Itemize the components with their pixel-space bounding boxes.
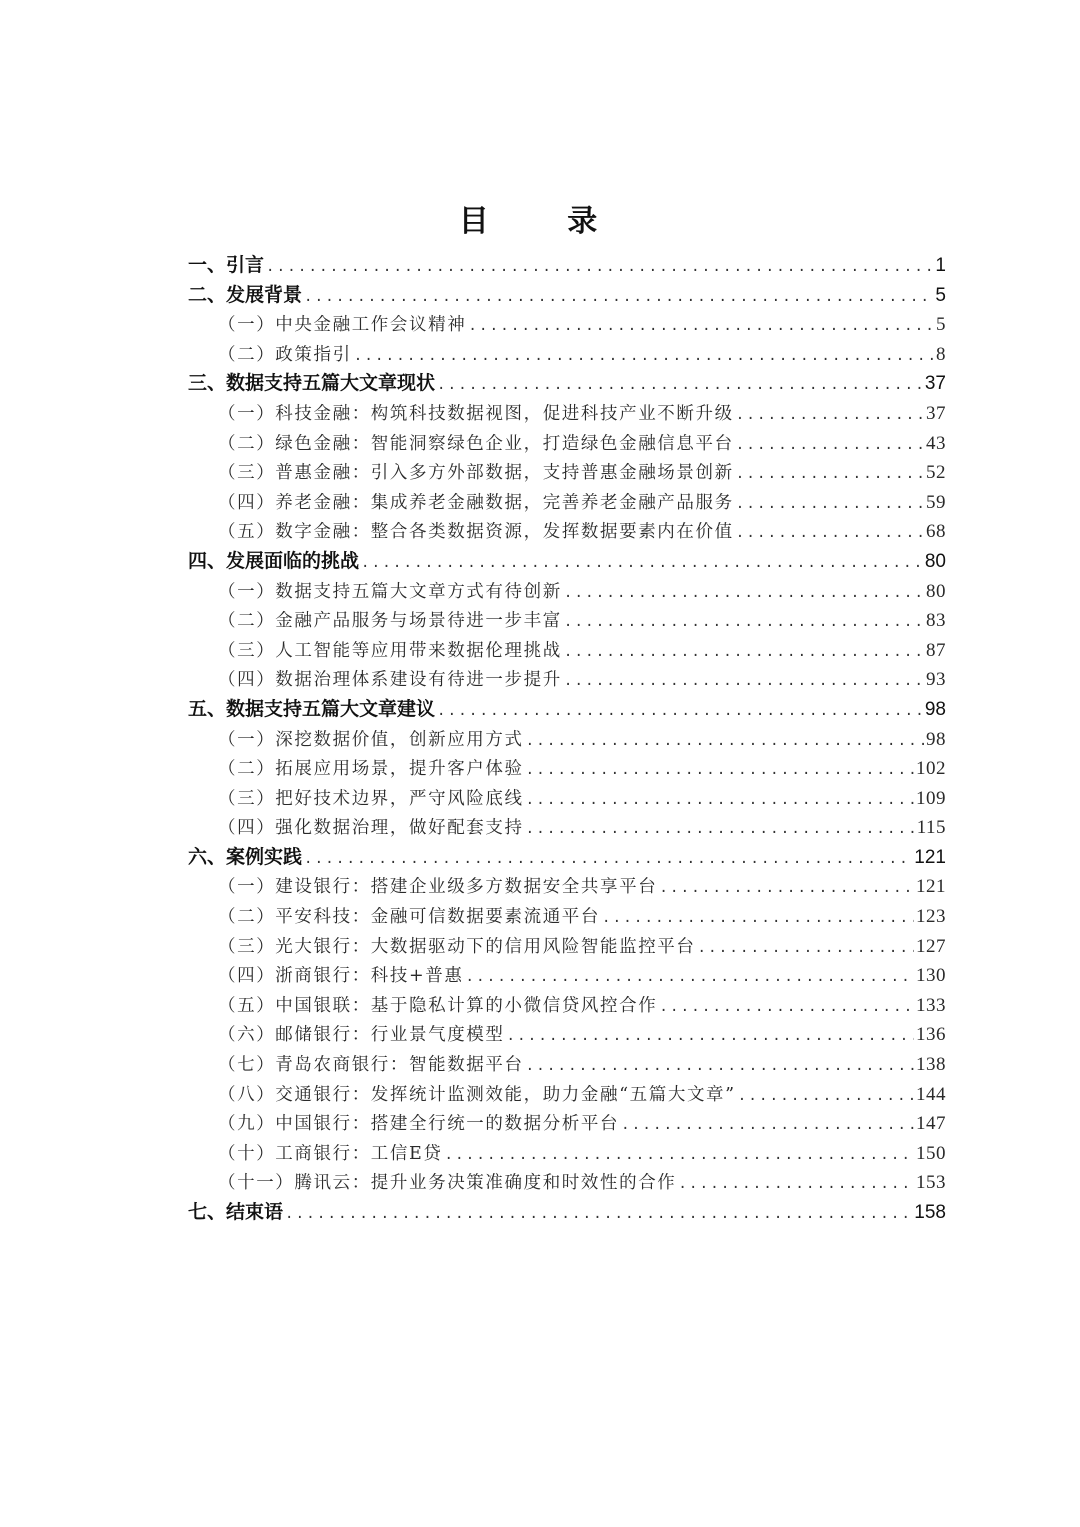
- toc-entry-label: （八）交通银行：发挥统计监测效能，助力金融“五篇大文章”: [218, 1084, 736, 1105]
- toc-entry-label: 六、案例实践: [188, 845, 303, 868]
- toc-entry-label: 三、数据支持五篇大文章现状: [188, 372, 436, 395]
- toc-entry-label: （五）数字金融：整合各类数据资源，发挥数据要素内在价值: [218, 522, 734, 543]
- toc-entry-page: 8: [936, 343, 946, 365]
- dot-leader: [736, 519, 924, 549]
- toc-entry-label: 五、数据支持五篇大文章建议: [188, 697, 436, 720]
- dot-leader: [361, 549, 923, 579]
- toc-entry-page: 138: [916, 1054, 946, 1076]
- dot-leader: [659, 874, 914, 904]
- toc-entry-label: （四）养老金融：集成养老金融数据，完善养老金融产品服务: [218, 492, 734, 513]
- toc-entry-page: 80: [926, 580, 946, 602]
- dot-leader: [526, 1052, 914, 1082]
- dot-leader: [736, 460, 924, 490]
- dot-leader: [354, 342, 934, 372]
- toc-section-entry[interactable]: [188, 961, 946, 991]
- dot-leader: [507, 1022, 915, 1052]
- dot-leader: [304, 845, 912, 875]
- toc-chapter-entry[interactable]: [188, 695, 946, 725]
- table-of-contents: [188, 251, 946, 1228]
- toc-entry-page: 109: [916, 787, 946, 809]
- toc-entry-page: 37: [926, 402, 946, 424]
- toc-entry-page: 98: [926, 728, 946, 750]
- dot-leader: [736, 431, 924, 461]
- toc-entry-label: （二）金融产品服务与场景待进一步丰富: [218, 611, 562, 632]
- toc-section-entry[interactable]: [188, 606, 946, 636]
- toc-entry-label: （四）浙商银行：科技+普惠: [218, 966, 464, 987]
- toc-chapter-entry[interactable]: [188, 281, 946, 311]
- dot-leader: [659, 993, 914, 1023]
- toc-chapter-entry[interactable]: [188, 843, 946, 873]
- toc-entry-page: 136: [916, 1024, 946, 1046]
- toc-entry-label: （九）中国银行：搭建全行统一的数据分析平台: [218, 1114, 620, 1135]
- toc-entry-label: （二）拓展应用场景，提升客户体验: [218, 759, 524, 780]
- toc-section-entry[interactable]: [188, 458, 946, 488]
- toc-entry-page: 68: [926, 521, 946, 543]
- toc-entry-page: 5: [935, 284, 946, 306]
- toc-entry-label: 二、发展背景: [188, 283, 303, 306]
- toc-entry-label: （十）工商银行：工信E贷: [218, 1143, 443, 1164]
- dot-leader: [564, 608, 924, 638]
- toc-section-entry[interactable]: [188, 429, 946, 459]
- toc-entry-page: 150: [916, 1142, 946, 1164]
- toc-entry-label: （三）普惠金融：引入多方外部数据，支持普惠金融场景创新: [218, 463, 734, 484]
- dot-leader: [285, 1200, 912, 1230]
- toc-entry-label: （十一）腾讯云：提升业务决策准确度和时效性的合作: [218, 1173, 677, 1194]
- toc-section-entry[interactable]: [188, 665, 946, 695]
- toc-entry-page: 87: [926, 639, 946, 661]
- toc-entry-page: 127: [916, 935, 946, 957]
- toc-section-entry[interactable]: [188, 1050, 946, 1080]
- toc-entry-label: （三）光大银行：大数据驱动下的信用风险智能监控平台: [218, 936, 696, 957]
- toc-entry-label: （四）数据治理体系建设有待进一步提升: [218, 670, 562, 691]
- toc-entry-label: （五）中国银联：基于隐私计算的小微信贷风控合作: [218, 995, 658, 1016]
- dot-leader: [465, 963, 914, 993]
- dot-leader: [266, 253, 933, 283]
- toc-section-entry[interactable]: [188, 902, 946, 932]
- toc-entry-label: （四）强化数据治理，做好配套支持: [218, 818, 524, 839]
- toc-entry-page: 5: [936, 314, 946, 336]
- toc-section-entry[interactable]: [188, 399, 946, 429]
- toc-entry-page: 59: [926, 491, 946, 513]
- toc-section-entry[interactable]: [188, 725, 946, 755]
- toc-entry-page: 98: [924, 698, 946, 720]
- toc-entry-label: （二）绿色金融：智能洞察绿色企业，打造绿色金融信息平台: [218, 433, 734, 454]
- dot-leader: [602, 904, 914, 934]
- toc-section-entry[interactable]: [188, 636, 946, 666]
- toc-entry-page: 121: [914, 846, 946, 868]
- dot-leader: [736, 490, 924, 520]
- dot-leader: [468, 312, 934, 342]
- toc-entry-label: 一、引言: [188, 254, 265, 276]
- toc-section-entry[interactable]: [188, 1109, 946, 1139]
- toc-section-entry[interactable]: [188, 310, 946, 340]
- toc-entry-label: （一）科技金融：构筑科技数据视图，促进科技产业不断升级: [218, 403, 734, 424]
- toc-entry-page: 121: [916, 876, 946, 898]
- toc-entry-page: 147: [916, 1113, 946, 1135]
- toc-entry-page: 37: [924, 373, 946, 395]
- dot-leader: [564, 667, 924, 697]
- toc-section-entry[interactable]: [188, 340, 946, 370]
- toc-entry-page: 52: [926, 462, 946, 484]
- dot-leader: [736, 401, 924, 431]
- toc-section-entry[interactable]: [188, 932, 946, 962]
- toc-entry-page: 158: [914, 1202, 946, 1223]
- toc-entry-label: （一）数据支持五篇大文章方式有待创新: [218, 581, 562, 602]
- toc-section-entry[interactable]: [188, 872, 946, 902]
- toc-chapter-entry[interactable]: [188, 251, 946, 281]
- toc-entry-label: （一）深挖数据价值，创新应用方式: [218, 729, 524, 750]
- dot-leader: [437, 371, 923, 401]
- dot-leader: [564, 638, 924, 668]
- toc-entry-label: （三）人工智能等应用带来数据伦理挑战: [218, 640, 562, 661]
- toc-chapter-entry[interactable]: [188, 369, 946, 399]
- page-title: 目 录: [458, 204, 632, 239]
- dot-leader: [437, 697, 923, 727]
- dot-leader: [444, 1141, 914, 1171]
- dot-leader: [698, 934, 915, 964]
- dot-leader: [526, 756, 914, 786]
- dot-leader: [564, 579, 924, 609]
- toc-section-entry[interactable]: [188, 488, 946, 518]
- toc-section-entry[interactable]: [188, 1020, 946, 1050]
- toc-section-entry[interactable]: [188, 813, 946, 843]
- dot-leader: [621, 1111, 914, 1141]
- toc-entry-page: 1: [935, 255, 946, 276]
- toc-entry-page: 144: [916, 1083, 946, 1105]
- toc-entry-page: 115: [916, 817, 946, 839]
- toc-section-entry[interactable]: [188, 577, 946, 607]
- toc-entry-label: 四、发展面临的挑战: [188, 549, 360, 572]
- toc-entry-page: 153: [916, 1172, 946, 1194]
- toc-section-entry[interactable]: [188, 1168, 946, 1198]
- toc-entry-label: （二）平安科技：金融可信数据要素流通平台: [218, 907, 600, 928]
- toc-section-entry[interactable]: [188, 991, 946, 1021]
- toc-entry-page: 80: [924, 550, 946, 572]
- toc-entry-label: （七）青岛农商银行：智能数据平台: [218, 1055, 524, 1076]
- dot-leader: [526, 786, 914, 816]
- dot-leader: [526, 815, 915, 845]
- toc-entry-page: 133: [916, 994, 946, 1016]
- toc-section-entry[interactable]: [188, 517, 946, 547]
- toc-section-entry[interactable]: [188, 1139, 946, 1169]
- toc-chapter-entry[interactable]: [188, 1198, 946, 1228]
- toc-entry-label: （二）政策指引: [218, 344, 352, 365]
- toc-section-entry[interactable]: [188, 784, 946, 814]
- toc-entry-page: 102: [916, 758, 946, 780]
- dot-leader: [738, 1082, 914, 1112]
- toc-entry-label: 七、结束语: [188, 1201, 284, 1223]
- toc-entry-page: 43: [926, 432, 946, 454]
- toc-entry-page: 123: [916, 906, 946, 928]
- toc-chapter-entry[interactable]: [188, 547, 946, 577]
- toc-entry-page: 83: [926, 610, 946, 632]
- toc-entry-page: 130: [916, 965, 946, 987]
- toc-entry-label: （六）邮储银行：行业景气度模型: [218, 1025, 505, 1046]
- dot-leader: [526, 727, 924, 757]
- dot-leader: [678, 1170, 914, 1200]
- dot-leader: [304, 283, 933, 313]
- toc-entry-page: 93: [926, 669, 946, 691]
- toc-entry-label: （一）中央金融工作会议精神: [218, 315, 467, 336]
- toc-entry-label: （三）把好技术边界，严守风险底线: [218, 788, 524, 809]
- toc-entry-label: （一）建设银行：搭建企业级多方数据安全共享平台: [218, 877, 658, 898]
- toc-section-entry[interactable]: [188, 1080, 946, 1110]
- toc-section-entry[interactable]: [188, 754, 946, 784]
